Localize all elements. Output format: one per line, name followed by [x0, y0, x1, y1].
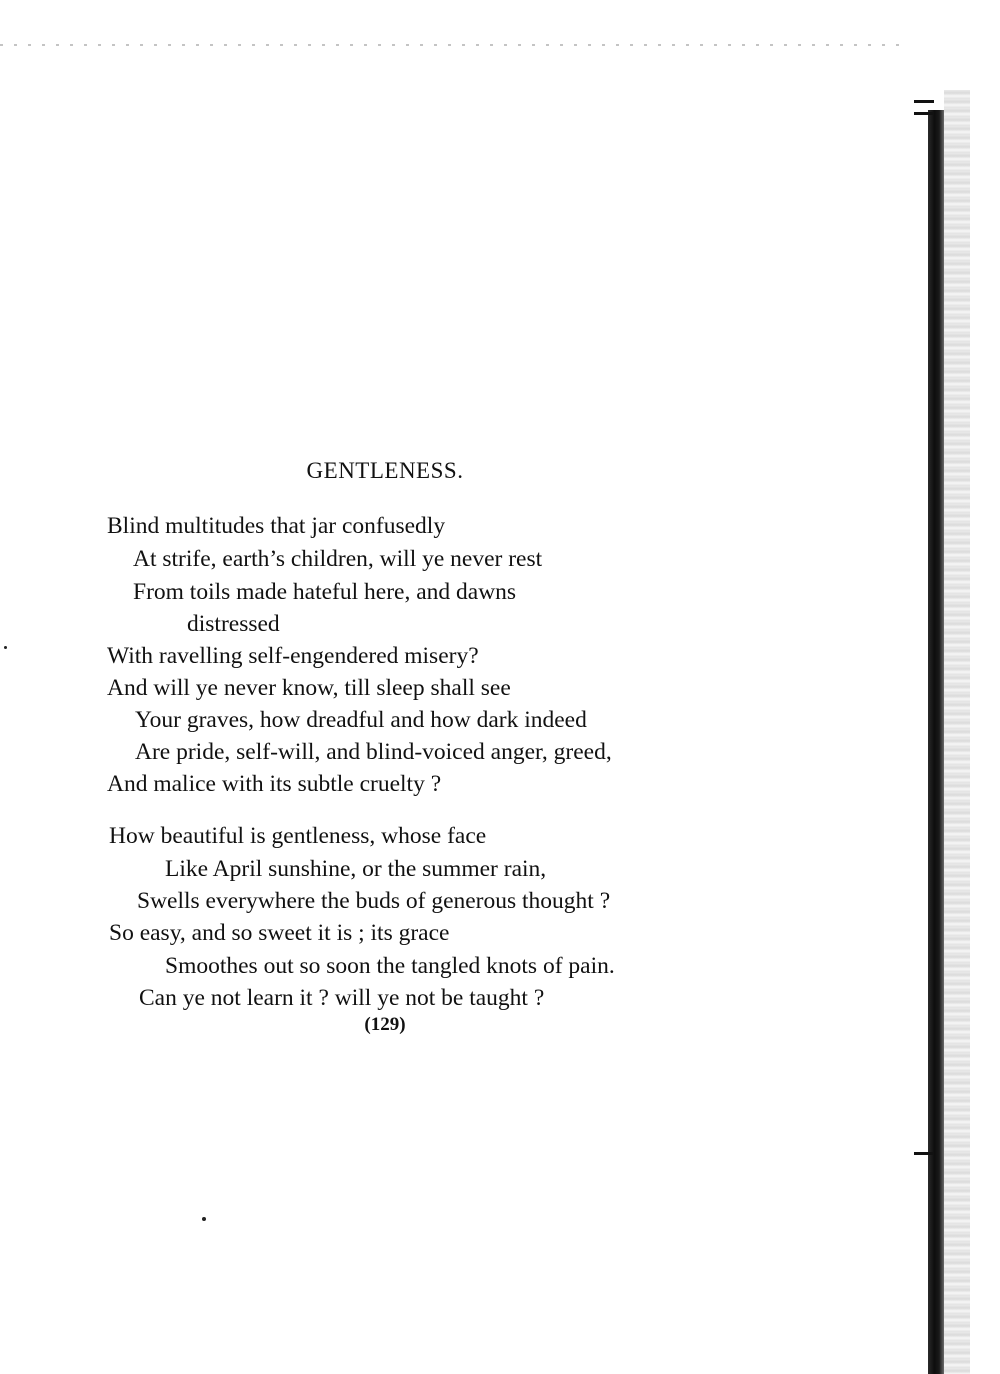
gutter-mark: [914, 100, 934, 103]
page-gutter-edge: [944, 90, 970, 1374]
ink-speck: [4, 646, 7, 649]
ink-speck: [202, 1217, 206, 1221]
poem-line: Smoothes out so soon the tangled knots of pain.: [165, 953, 615, 979]
poem-line: Like April sunshine, or the summer rain,: [165, 856, 547, 882]
page-top-edge: [0, 44, 900, 46]
poem-title: GENTLENESS.: [306, 458, 464, 483]
poem-line: distressed: [187, 611, 280, 637]
poem-line: Your graves, how dreadful and how dark indeed: [135, 707, 587, 733]
poem-line: How beautiful is gentleness, whose face: [109, 823, 487, 849]
poem-line: And malice with its subtle cruelty ?: [107, 771, 442, 797]
poem-line: So easy, and so sweet it is ; its grace: [109, 920, 450, 946]
poem-line: Can ye not learn it ? will ye not be taught ?: [139, 985, 545, 1011]
poem-line: Swells everywhere the buds of generous thought ?: [137, 888, 611, 914]
poem-line: And will ye never know, till sleep shall see: [107, 675, 511, 701]
poem-line: Blind multitudes that jar confusedly: [107, 513, 446, 539]
gutter-mark: [914, 112, 934, 115]
poem-line: Are pride, self-will, and blind-voiced anger, greed,: [135, 739, 612, 765]
gutter-mark: [914, 1152, 934, 1155]
poem-line: At strife, earth’s children, will ye never rest: [133, 546, 543, 572]
book-binding-gutter: [928, 110, 944, 1374]
page-number: (129): [364, 1014, 406, 1035]
poem-line: From toils made hateful here, and dawns: [133, 579, 517, 605]
poem-line: With ravelling self-engendered misery?: [107, 643, 479, 669]
